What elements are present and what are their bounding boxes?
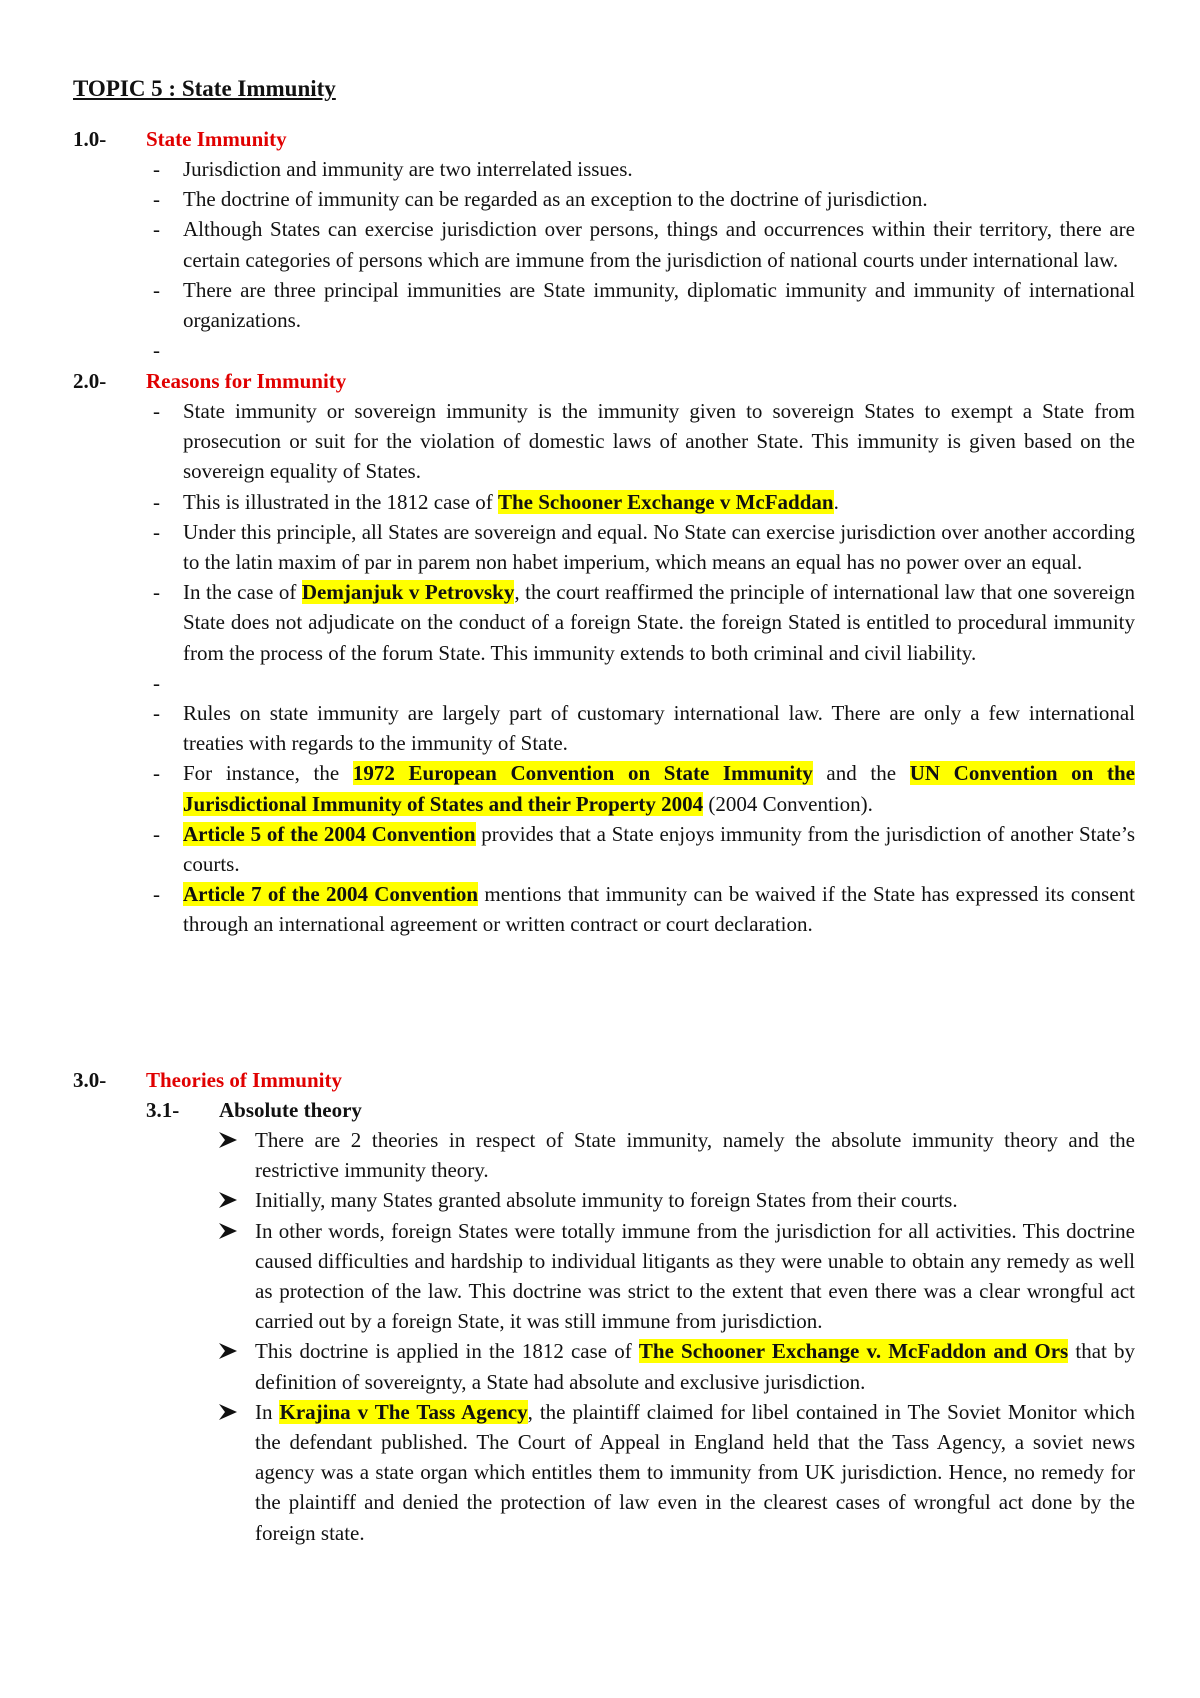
list-item: - There are three principal immunities are State immunity, diplomatic immunity and immunity of international organizations. [183, 275, 1135, 335]
dash-marker: - [153, 701, 160, 726]
list-item: There are 2 theories in respect of State immunity, namely the absolute immunity theory and the restrictive immunity theory. [255, 1125, 1135, 1185]
topic-title: TOPIC 5 : State Immunity [73, 76, 336, 101]
arrow-bullet-icon [218, 1125, 238, 1149]
case-citation: Krajina v The Tass Agency [279, 1399, 528, 1424]
list-item: - In the case of Demjanjuk v Petrovsky, the court reaffirmed the principle of international law that one sovereign State does not adjudicate on the conduct of a foreign State. the foreign Stated is entitled to procedural immunity from the process of the forum State. This immunity extends to both criminal and civil liability. [183, 577, 1135, 668]
subsection-title: Absolute theory [219, 1098, 362, 1122]
subsection-number: 3.1- [146, 1098, 180, 1122]
arrow-bullet-icon [218, 1185, 238, 1209]
list-item-empty [153, 668, 1135, 698]
arrow-bullet-icon [218, 1216, 238, 1240]
list-item: In other words, foreign States were totally immune from the jurisdiction for all activities. This doctrine caused difficulties and hardship to individual litigants as they were unable to obtain any remedy as well as protection of the law. This doctrine was strict to the extent that even there was a clear wrongful act carried out by a foreign State, it was still immune from jurisdiction. [255, 1216, 1135, 1337]
dash-marker: - [153, 399, 160, 423]
dash-marker: - [153, 217, 160, 242]
case-citation: The Schooner Exchange v. McFaddon and Ors [638, 1339, 1069, 1364]
article-citation: Article 7 of the 2004 Convention [183, 882, 479, 907]
article-citation: Article 5 of the 2004 Convention [183, 821, 476, 846]
list-item: - This is illustrated in the 1812 case of The Schooner Exchange v McFaddan. [183, 487, 1135, 517]
case-citation: The Schooner Exchange v McFaddan [497, 489, 834, 514]
list-item-empty [153, 335, 1135, 365]
section-title: State Immunity [146, 127, 287, 151]
list-item: In Krajina v The Tass Agency, the plaintiff claimed for libel contained in The Soviet Monitor which the defendant published. The Court of Appeal in England held that the Tass Agency, a soviet news agency was a state organ which entitles them to immunity from UK jurisdiction. Hence, no remedy for the plaintiff and denied the protection of law even in the clearest cases of wrongful act done by the foreign state. [255, 1397, 1135, 1548]
list-item: - The doctrine of immunity can be regarded as an exception to the doctrine of jurisdiction. [183, 184, 1135, 214]
dash-marker: - [153, 519, 160, 544]
section-title: Reasons for Immunity [146, 369, 347, 393]
list-item: - Article 7 of the 2004 Convention mentions that immunity can be waived if the State has expressed its consent through an international agreement or written contract or court declaration. [183, 879, 1135, 939]
dash-marker: - [153, 187, 160, 212]
dash-marker: - [153, 277, 160, 302]
section-2-list [153, 396, 1136, 940]
dash-marker: - [153, 580, 160, 605]
dash-marker: - [153, 882, 160, 907]
section-number: 3.0- [73, 1068, 107, 1092]
list-item: - State immunity or sovereign immunity is the immunity given to sovereign States to exempt a State from prosecution or suit for the violation of domestic laws of another State. This immunity is given based on the sovereign equality of States. [183, 396, 1135, 487]
case-citation: Demjanjuk v Petrovsky [301, 580, 515, 605]
dash-marker: - [153, 157, 160, 181]
section-number: 2.0- [73, 369, 107, 393]
list-item: - For instance, the 1972 European Convention on State Immunity and the UN Convention on the Jurisdictional Immunity of States and their Property 2004 (2004 Convention). [183, 758, 1135, 818]
subsection-3-1-list [255, 1125, 1135, 1548]
dash-marker: - [153, 489, 160, 514]
section-number: 1.0- [73, 127, 107, 151]
list-item: - Although States can exercise jurisdiction over persons, things and occurrences within their territory, there are certain categories of persons which are immune from the jurisdiction of national courts under international law. [183, 214, 1135, 274]
list-item: This doctrine is applied in the 1812 case of The Schooner Exchange v. McFaddon and Ors that by definition of sovereignty, a State had absolute and exclusive jurisdiction. [255, 1336, 1135, 1396]
dash-marker: - [153, 761, 160, 786]
list-item: - Article 5 of the 2004 Convention provides that a State enjoys immunity from the jurisdiction of another State’s courts. [183, 819, 1135, 879]
dash-marker: - [153, 338, 160, 363]
arrow-bullet-icon [218, 1397, 238, 1421]
dash-marker: - [153, 670, 160, 695]
list-item: Initially, many States granted absolute immunity to foreign States from their courts. [255, 1185, 1135, 1215]
list-item: - Rules on state immunity are largely part of customary international law. There are only a few international treaties with regards to the immunity of State. [183, 698, 1135, 758]
section-1-list [153, 154, 1135, 365]
arrow-bullet-icon [218, 1336, 238, 1360]
dash-marker: - [153, 821, 160, 846]
treaty-citation: UN Convention on the Jurisdictional Immunity of States and their Property 2004 [183, 761, 1136, 816]
treaty-citation: 1972 European Convention on State Immunity [352, 761, 813, 786]
list-item: - Jurisdiction and immunity are two interrelated issues. [183, 154, 1135, 184]
list-item: - Under this principle, all States are sovereign and equal. No State can exercise jurisdiction over another according to the latin maxim of par in parem non habet imperium, which means an equal has no power over an equal. [183, 517, 1135, 577]
section-title: Theories of Immunity [146, 1068, 342, 1092]
